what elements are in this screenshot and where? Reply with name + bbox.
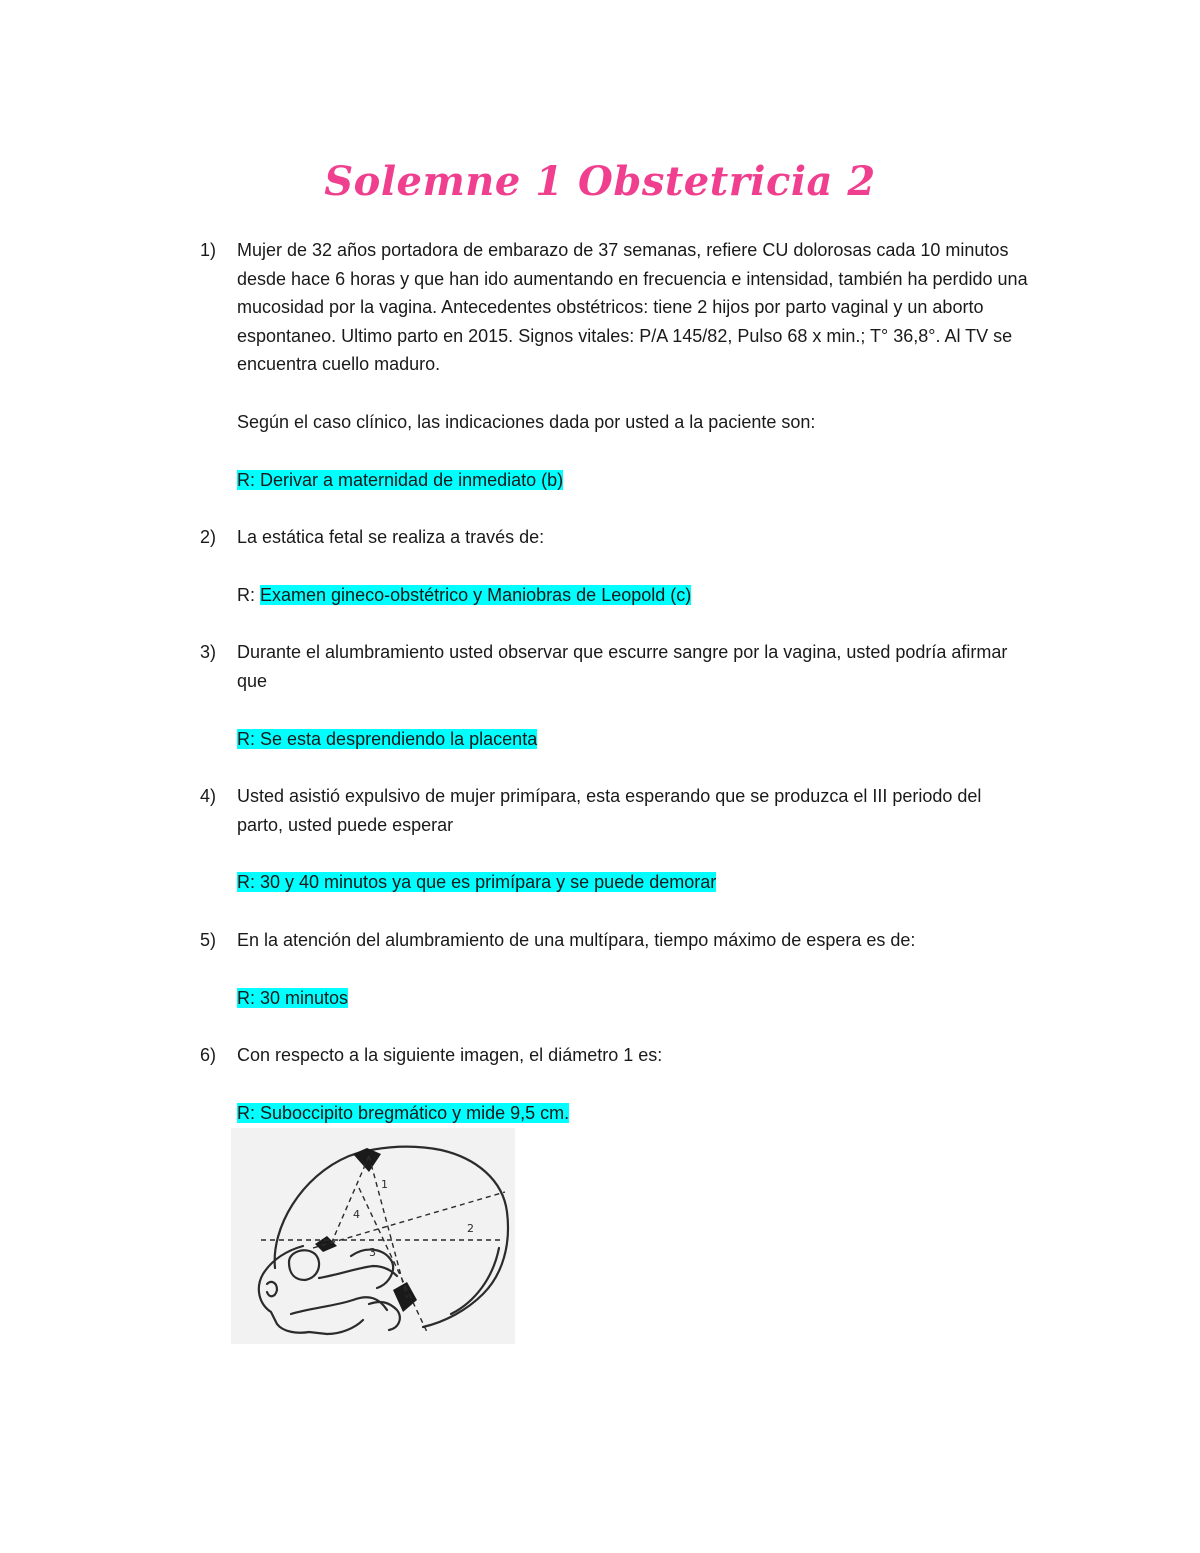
question-number: 2) <box>200 527 217 548</box>
answer <box>237 466 1030 495</box>
question-number: 6) <box>200 1045 217 1066</box>
question-list <box>200 236 1030 1156</box>
label-diameter-2: 2 <box>467 1222 474 1235</box>
answer-highlight: R: Se esta desprendiendo la placenta <box>237 728 538 749</box>
orbit <box>289 1250 319 1280</box>
question-text: Mujer de 32 años portadora de embarazo de 37 semanas, refiere CU dolorosas cada 10 minutos desde hace 6 horas y que han ido aumentando en frecuencia e intensidad, también ha perdido una mucosidad por la vagina. Antecedentes obstétricos: tiene 2 hijos por parto vaginal y un aborto espontaneo. Ultimo parto en 2015. Signos vitales: P/A 145/82, Pulso 68 x min.; T° 36,8°. Al TV se encuentra cuello maduro. <box>237 240 1028 375</box>
question-number: 3) <box>200 642 217 663</box>
question-4 <box>200 782 1030 897</box>
question-text: Usted asistió expulsivo de mujer primípara, esta esperando que se produzca el III periodo del parto, usted puede esperar <box>237 786 982 835</box>
question-number: 4) <box>200 786 217 807</box>
answer <box>237 984 1030 1013</box>
mandible <box>291 1297 387 1314</box>
fetal-skull-diagram <box>231 1128 515 1344</box>
question-2 <box>200 523 1030 609</box>
diameter-5-line <box>359 1188 427 1332</box>
question-6 <box>200 1041 1030 1127</box>
page-title: Solemne 1 Obstetricia 2 <box>324 158 876 205</box>
question-3 <box>200 638 1030 753</box>
answer-highlight: Examen gineco-obstétrico y Maniobras de Leopold (c) <box>260 584 692 605</box>
answer-prefix: R: <box>237 584 261 605</box>
question-text: Con respecto a la siguiente imagen, el diámetro 1 es: <box>237 1045 663 1066</box>
answer <box>237 1099 1030 1128</box>
answer-highlight: R: 30 y 40 minutos ya que es primípara y se puede demorar <box>237 872 717 893</box>
label-diameter-1: 1 <box>381 1178 388 1191</box>
diameter-4-line <box>331 1156 369 1244</box>
answer-highlight: R: 30 minutos <box>237 987 349 1008</box>
answer-highlight: R: Suboccipito bregmático y mide 9,5 cm. <box>237 1102 570 1123</box>
diameter-1-line <box>369 1156 407 1298</box>
answer <box>237 581 1030 610</box>
question-text: En la atención del alumbramiento de una multípara, tiempo máximo de espera es de: <box>237 929 916 950</box>
question-text: Durante el alumbramiento usted observar que escurre sangre por la vagina, usted podría afirmar que <box>237 642 1008 691</box>
question-text: La estática fetal se realiza a través de: <box>237 527 545 548</box>
nasal-cavity <box>267 1282 277 1296</box>
occipital-curve <box>451 1248 499 1314</box>
question-number: 1) <box>200 240 217 260</box>
question-number: 5) <box>200 929 217 950</box>
answer <box>237 868 1030 897</box>
skull-svg <box>231 1128 515 1344</box>
question-1 <box>200 236 1030 494</box>
label-diameter-4: 4 <box>353 1208 360 1221</box>
answer-highlight: R: Derivar a maternidad de inmediato (b) <box>237 469 564 490</box>
question-5 <box>200 926 1030 1012</box>
label-diameter-3: 3 <box>369 1246 376 1259</box>
answer <box>237 725 1030 754</box>
zygomatic-arch <box>319 1266 397 1278</box>
question-followup: Según el caso clínico, las indicaciones dada por usted a la paciente son: <box>237 411 816 432</box>
